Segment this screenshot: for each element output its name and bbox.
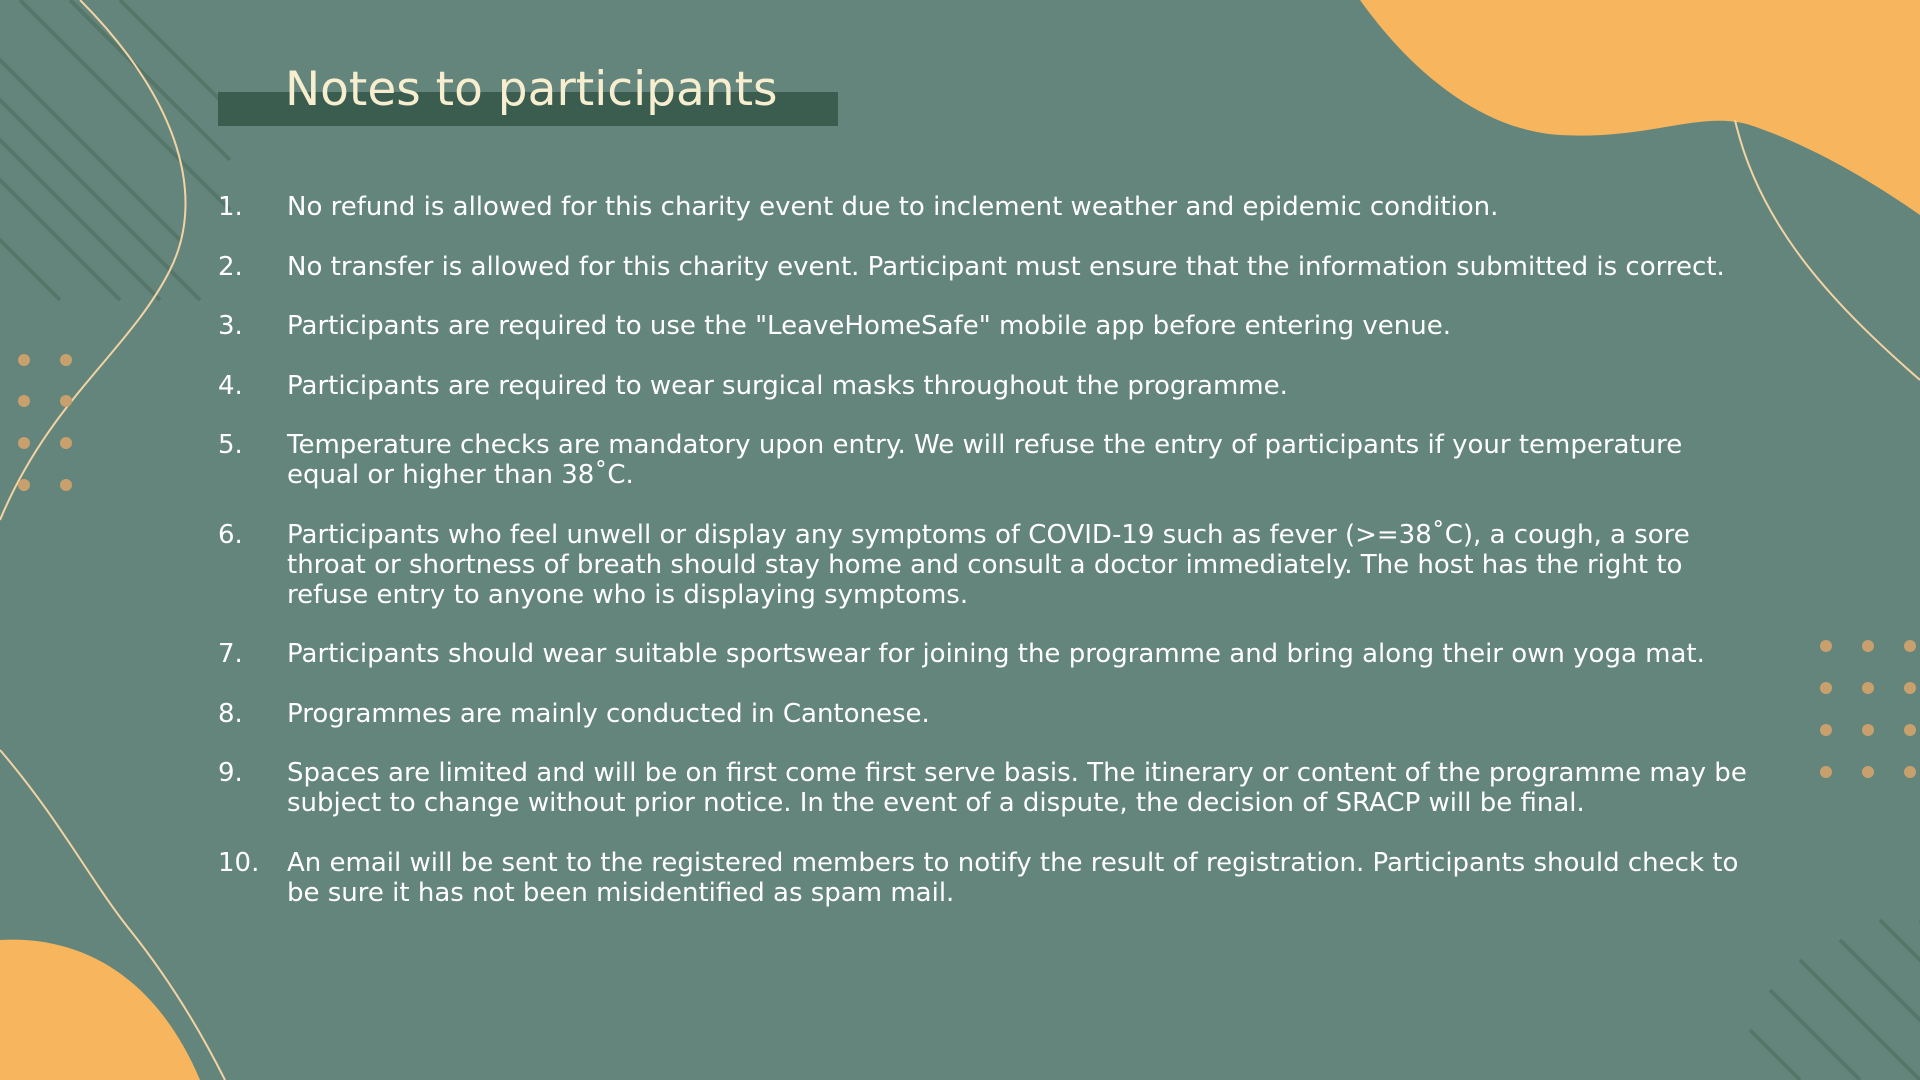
item-number: 3.	[218, 311, 243, 341]
list-item	[218, 192, 1758, 222]
item-number: 8.	[218, 698, 243, 729]
bottom-right-stripes	[1750, 920, 1920, 1080]
list-item	[218, 371, 1758, 401]
item-text: Participants are required to wear surgical masks throughout the programme.	[287, 370, 1288, 401]
item-text: An email will be sent to the registered members to notify the result of registration. Participants should check to be sure it has not been misidentified as spam mail.	[287, 847, 1739, 908]
item-text: Spaces are limited and will be on first come first serve basis. The itinerary or content of the programme may be subject to change without prior notice. In the event of a dispute, the decision of SRACP will be final.	[287, 758, 1747, 818]
item-text: Participants who feel unwell or display any symptoms of COVID-19 such as fever (>=38˚C), a cough, a sore throat or shortness of breath should stay home and consult a doctor immediately. The host has the right to refuse entry to anyone who is displaying symptoms.	[287, 519, 1690, 610]
item-number: 10.	[218, 847, 260, 878]
bottom-left-blob	[0, 940, 200, 1080]
notes-list	[218, 192, 1758, 937]
list-item	[218, 758, 1758, 818]
list-item	[218, 520, 1758, 610]
left-dot-grid	[18, 354, 72, 491]
item-number: 4.	[218, 370, 243, 401]
list-item	[218, 311, 1758, 341]
item-number: 5.	[218, 430, 243, 460]
item-text: No refund is allowed for this charity event due to inclement weather and epidemic condition.	[287, 192, 1499, 222]
item-text: No transfer is allowed for this charity event. Participant must ensure that the information submitted is correct.	[287, 251, 1725, 282]
item-text: Participants are required to use the "LeaveHomeSafe" mobile app before entering venue.	[287, 311, 1451, 341]
list-item	[218, 252, 1758, 282]
item-text: Participants should wear suitable sportswear for joining the programme and bring along their own yoga mat.	[287, 639, 1705, 669]
item-number: 1.	[218, 192, 243, 222]
item-number: 2.	[218, 251, 243, 282]
right-dot-grid	[1820, 640, 1916, 778]
item-text: Temperature checks are mandatory upon entry. We will refuse the entry of participants if your temperature equal or higher than 38˚C.	[287, 430, 1683, 490]
list-item	[218, 848, 1758, 908]
list-item	[218, 430, 1758, 490]
item-number: 6.	[218, 519, 243, 550]
list-item	[218, 639, 1758, 669]
list-item	[218, 699, 1758, 729]
item-text: Programmes are mainly conducted in Cantonese.	[287, 698, 930, 729]
top-left-stripes	[0, 0, 230, 300]
item-number: 7.	[218, 639, 243, 669]
item-number: 9.	[218, 758, 243, 788]
page-title: Notes to participants	[285, 62, 778, 117]
top-right-blob	[1360, 0, 1920, 215]
